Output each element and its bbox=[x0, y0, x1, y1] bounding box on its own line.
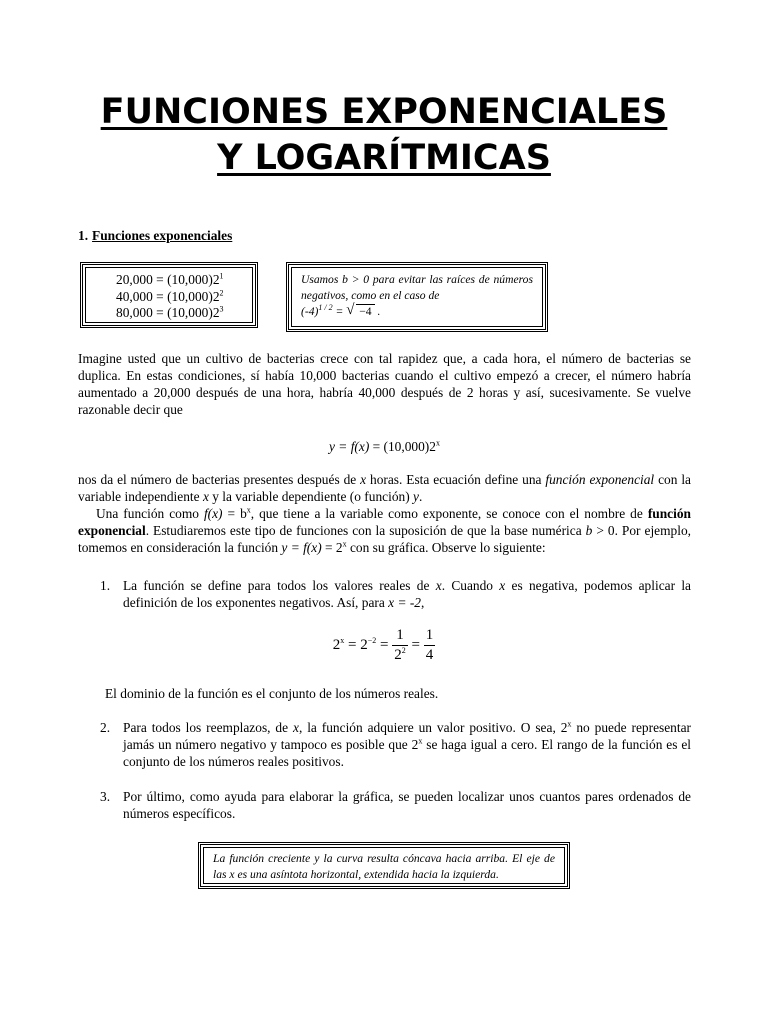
list-item: La función se define para todos los valores reales de x. Cuando x es negativa, podemos aplicar la definición de los exponentes negativos. Así, para x = -2, bbox=[123, 578, 691, 610]
paragraph-intro: Imagine usted que un cultivo de bacterias crece con tal rapidez que, a cada hora, el número de bacterias se duplica. En estas condiciones, sí había 10,000 bacterias cuando el cultivo empezó a crecer, el número habría aumentado a 20,000 después de una hora, habría 40,000 después de 2 horas y así, sucesivamente. Se vuelve razonable decir que bbox=[78, 351, 691, 417]
paragraph-definition: nos da el número de bacterias presentes después de x horas. Esta ecuación define una función exponencial con la variable independiente x y la variable dependiente (o función) y. bbox=[78, 472, 691, 504]
section-number: 1. bbox=[78, 228, 89, 243]
note-example: $(-4)^{1 / 2}$ = √ −4 . bbox=[301, 302, 381, 318]
section-heading bbox=[78, 228, 232, 244]
note-box bbox=[286, 262, 548, 332]
list-item-number: 1. bbox=[100, 578, 111, 593]
formula-bacteria: $y = f(x) = (10,000)2^x$ bbox=[329, 438, 440, 454]
concavity-note-box: La función creciente y la curva resulta cóncava hacia arriba. El eje de las x es una asíntota horizontal, extendida hacia la izquierda. bbox=[198, 842, 570, 889]
section-label: Funciones exponenciales bbox=[92, 228, 233, 243]
radical-sign-icon: √ bbox=[346, 302, 355, 318]
paragraph-exponential: Una función como $f(x) = b^x$, que tiene a la variable como exponente, se conoce con el nombre de función exponencial. Estudiaremos este tipo de funciones con la suposición de que la base numérica b > 0. Por ejemplo, tomemos en consideración la función $y = f(x) = 2^x$ con su gráfica. Observe lo siguiente: bbox=[78, 505, 691, 555]
document-title-line1: FUNCIONES EXPONENCIALES bbox=[100, 92, 668, 132]
domain-statement: El dominio de la función es el conjunto de los números reales. bbox=[105, 686, 439, 701]
equation-row: $80,000 = (10,000)2^3$ bbox=[116, 304, 224, 320]
list-item: Por último, como ayuda para elaborar la gráfica, se pueden localizar unos cuantos pares ordenados de números específicos. bbox=[123, 789, 691, 821]
square-root: √ −4 bbox=[346, 304, 374, 320]
note-text: Usamos b > 0 para evitar las raíces de números negativos, como en el caso de bbox=[301, 273, 533, 302]
fraction: $\frac{1}{2^2}$ bbox=[394, 627, 406, 663]
document-title-line2: Y LOGARÍTMICAS bbox=[217, 138, 551, 178]
equation-row: $20,000 = (10,000)2^1$ bbox=[116, 271, 224, 287]
list-item: Para todos los reemplazos, de x, la función adquiere un valor positivo. O sea, 2$^x$ no puede representar jamás un número negativo y tampoco es posible que 2$^x$ se haga igual a cero. El rango de la función es el conjunto de los números reales positivos. bbox=[123, 719, 692, 769]
list-item-number: 3. bbox=[100, 789, 111, 804]
list-item-number: 2. bbox=[100, 720, 111, 735]
equations-box bbox=[80, 262, 258, 328]
equation-row: $40,000 = (10,000)2^2$ bbox=[116, 288, 224, 304]
fraction: $\frac{1}{4}$ bbox=[425, 627, 434, 663]
formula-negative-exponent: $2^x = 2^{-2}$ = $\frac{1}{2^2}$ = $\frac{1}{4}$ bbox=[332, 627, 434, 663]
